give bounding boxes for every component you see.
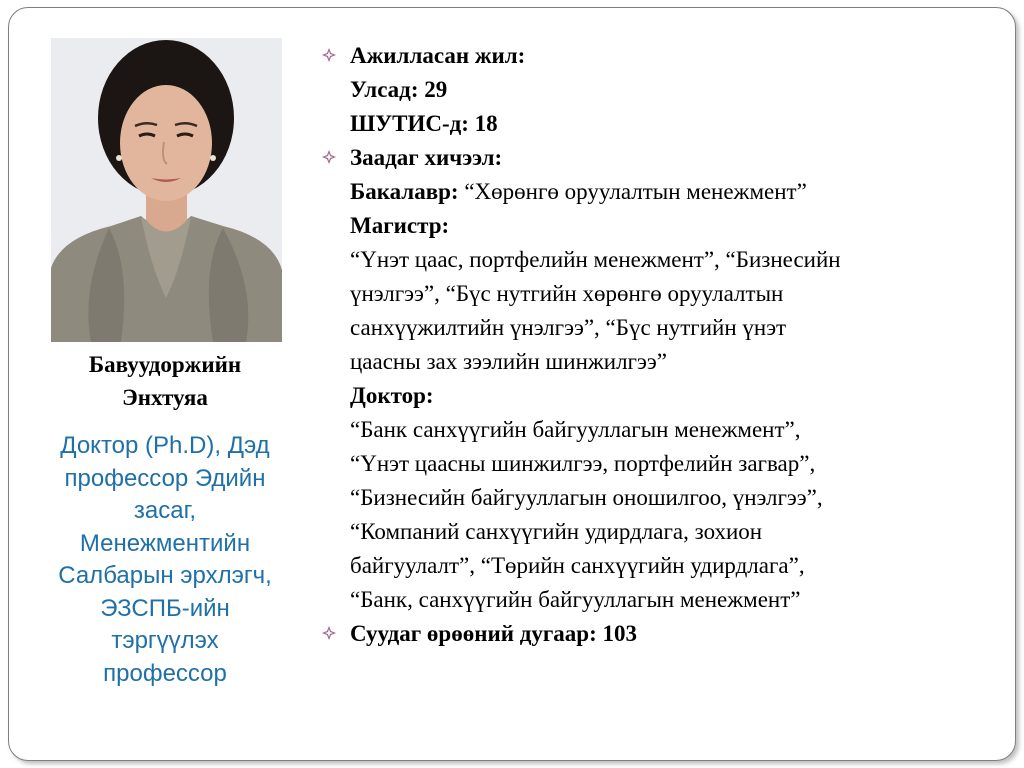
work-years-heading: Ажилласан жил: (350, 43, 526, 68)
master-course-line: санхүүжилтийн үнэлгээ”, “Бүс нутгийн үнэт (350, 315, 787, 340)
diamond-bullet-icon (322, 626, 336, 640)
name-line: Энхтуяа (122, 385, 208, 410)
work-years-country: Улсад: 29 (350, 77, 448, 102)
person-name (30, 348, 300, 414)
master-course-line: цаасны зах зээлийн шинжилгээ” (350, 349, 667, 374)
diamond-bullet-icon (322, 48, 336, 62)
room-number: Суудаг өрөөний дугаар: 103 (350, 621, 637, 646)
diamond-bullet-icon (322, 150, 336, 164)
doctor-course-line: байгуулалт”, “Төрийн санхүүгийн удирдлага”, (350, 553, 805, 578)
courses-section (322, 141, 982, 617)
bachelor-line (350, 175, 982, 209)
title-line: Доктор (Ph.D), Дэд (60, 432, 270, 459)
name-line: Бавуудоржийн (88, 352, 242, 377)
portrait-photo (51, 38, 282, 342)
doctor-course-line: “Үнэт цаасны шинжилгээ, портфелийн загвар”, (350, 451, 816, 476)
title-line: тэргүүлэх (111, 627, 219, 654)
doctor-course-line: “Банк, санхүүгийн байгууллагын менежмент” (350, 587, 801, 612)
details-content (322, 39, 982, 651)
doctor-label: Доктор: (350, 383, 434, 408)
work-years-section (322, 39, 982, 141)
courses-heading: Заадаг хичээл: (350, 145, 503, 170)
doctor-course-line: “Компаний санхүүгийн удирдлага, зохион (350, 519, 763, 544)
title-line: ЭЗСПБ-ийн (100, 594, 230, 622)
title-line: Салбарын эрхлэгч, (58, 562, 272, 589)
bachelor-label: Бакалавр: (350, 179, 459, 204)
room-section (322, 617, 982, 651)
master-label: Магистр: (350, 213, 450, 238)
person-title (30, 430, 300, 690)
doctor-course-line: “Бизнесийн байгууллагын оношилгоо, үнэлгээ”, (350, 485, 823, 510)
master-course-line: “Үнэт цаас, портфелийн менежмент”, “Бизнесийн (350, 247, 841, 272)
title-line: профессор (103, 659, 227, 687)
bachelor-course: “Хөрөнгө оруулалтын менежмент” (458, 179, 807, 204)
work-years-university: ШУТИС-д: 18 (350, 111, 498, 136)
title-line: профессор Эдийн (64, 464, 266, 492)
doctor-course-line: “Банк санхүүгийн байгууллагын менежмент”, (350, 417, 801, 442)
master-course-line: үнэлгээ”, “Бүс нутгийн хөрөнгө оруулалтын (350, 281, 784, 306)
title-line: Менежментийн (79, 529, 251, 557)
title-line: засаг, (133, 497, 197, 524)
